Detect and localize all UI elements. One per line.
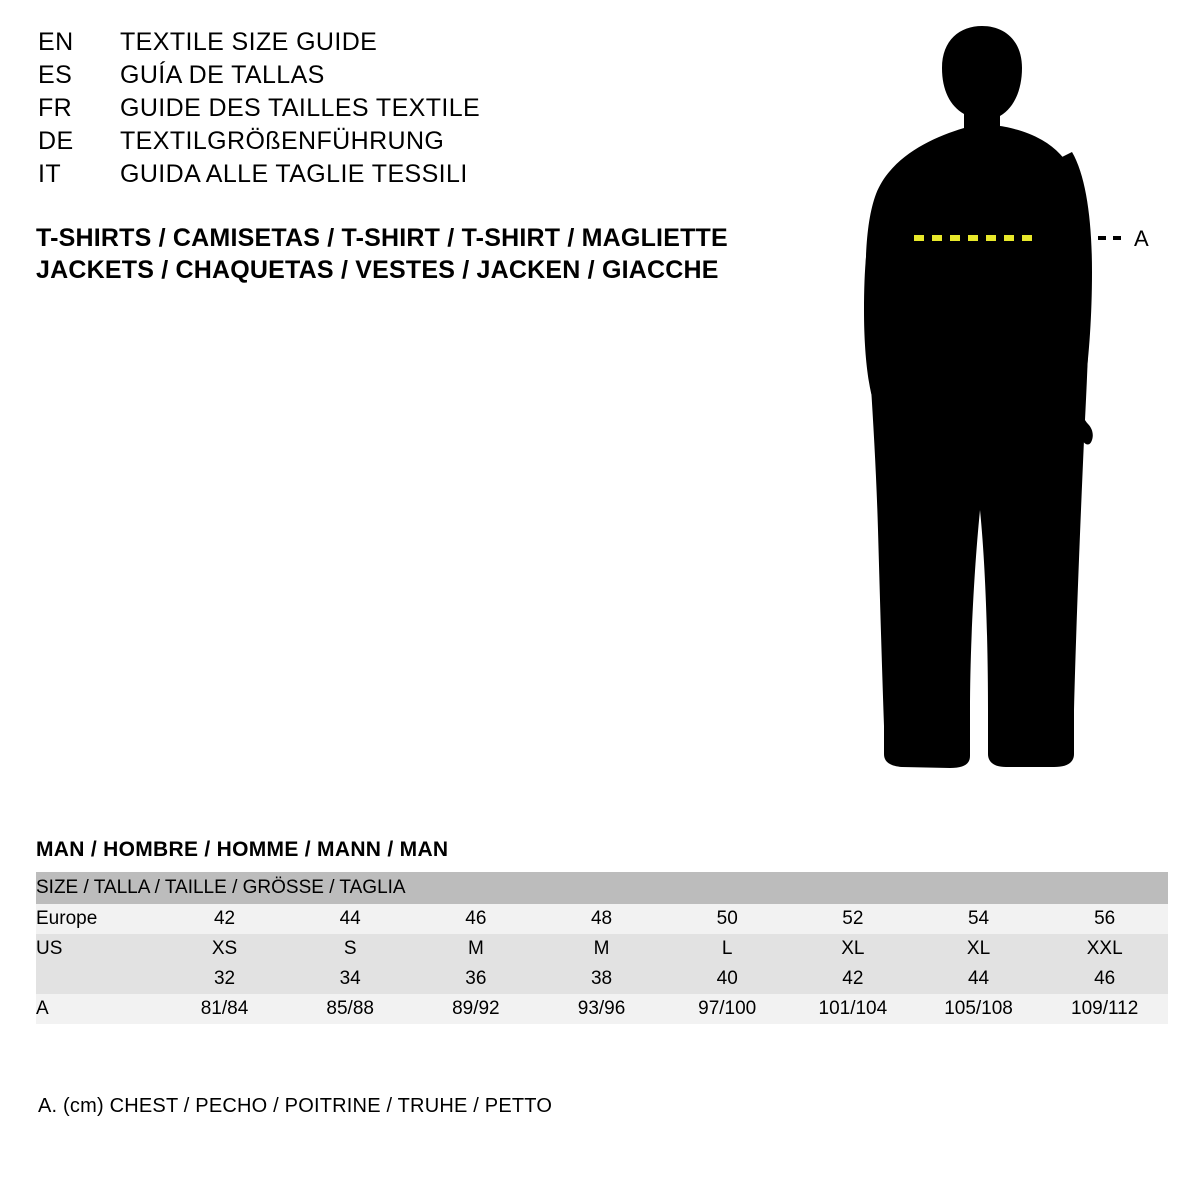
cell: 34 (287, 964, 413, 994)
cell: 46 (413, 904, 539, 934)
cell: L (664, 934, 790, 964)
cell: 42 (162, 904, 288, 934)
table-row (36, 934, 1168, 964)
cell: 36 (413, 964, 539, 994)
row-label (36, 964, 162, 994)
cell: 44 (287, 904, 413, 934)
cell: 93/96 (539, 994, 665, 1024)
male-silhouette-icon (830, 10, 1190, 800)
language-text: GUÍA DE TALLAS (120, 61, 325, 89)
language-code: EN (38, 28, 74, 56)
size-table-section (36, 838, 1168, 1024)
cell: XL (916, 934, 1042, 964)
cell: S (287, 934, 413, 964)
cell: 105/108 (916, 994, 1042, 1024)
language-row (38, 28, 758, 61)
table-header-row (36, 872, 1168, 904)
measure-label-a: A (1134, 226, 1150, 251)
cell: 42 (790, 964, 916, 994)
row-label: A (36, 994, 162, 1024)
body-figure (830, 10, 1190, 800)
cell: 32 (162, 964, 288, 994)
language-row (38, 61, 758, 94)
cell: 38 (539, 964, 665, 994)
measurement-footnote: A. (cm) CHEST / PECHO / POITRINE / TRUHE / PETTO (38, 1095, 553, 1117)
language-code: FR (38, 94, 73, 122)
cell: 81/84 (162, 994, 288, 1024)
cell: 48 (539, 904, 665, 934)
language-text: TEXTILE SIZE GUIDE (120, 28, 378, 56)
cell: M (539, 934, 665, 964)
cell: 52 (790, 904, 916, 934)
language-text: TEXTILGRÖßENFÜHRUNG (120, 127, 445, 155)
cell: 40 (664, 964, 790, 994)
cell: 101/104 (790, 994, 916, 1024)
cell: 85/88 (287, 994, 413, 1024)
language-list (38, 28, 758, 193)
table-header-label: SIZE / TALLA / TAILLE / GRÖSSE / TAGLIA (36, 872, 1168, 904)
garment-category-list (36, 222, 776, 286)
size-table (36, 872, 1168, 1024)
category-tshirts: T-SHIRTS / CAMISETAS / T-SHIRT / T-SHIRT / MAGLIETTE (36, 224, 728, 252)
table-row (36, 904, 1168, 934)
cell: XXL (1041, 934, 1168, 964)
row-label: Europe (36, 904, 162, 934)
table-group-title: MAN / HOMBRE / HOMME / MANN / MAN (36, 838, 449, 861)
cell: 109/112 (1041, 994, 1168, 1024)
language-row (38, 94, 758, 127)
language-row (38, 127, 758, 160)
cell: 50 (664, 904, 790, 934)
cell: 54 (916, 904, 1042, 934)
cell: 89/92 (413, 994, 539, 1024)
language-code: DE (38, 127, 74, 155)
category-jackets: JACKETS / CHAQUETAS / VESTES / JACKEN / GIACCHE (36, 256, 719, 284)
cell: 44 (916, 964, 1042, 994)
language-text: GUIDE DES TAILLES TEXTILE (120, 94, 481, 122)
cell: 97/100 (664, 994, 790, 1024)
language-code: ES (38, 61, 73, 89)
language-row (38, 160, 758, 193)
cell: 56 (1041, 904, 1168, 934)
language-text: GUIDA ALLE TAGLIE TESSILI (120, 160, 468, 188)
row-label: US (36, 934, 162, 964)
table-row (36, 964, 1168, 994)
cell: M (413, 934, 539, 964)
table-row (36, 994, 1168, 1024)
cell: 46 (1041, 964, 1168, 994)
cell: XL (790, 934, 916, 964)
language-code: IT (38, 160, 62, 188)
cell: XS (162, 934, 288, 964)
